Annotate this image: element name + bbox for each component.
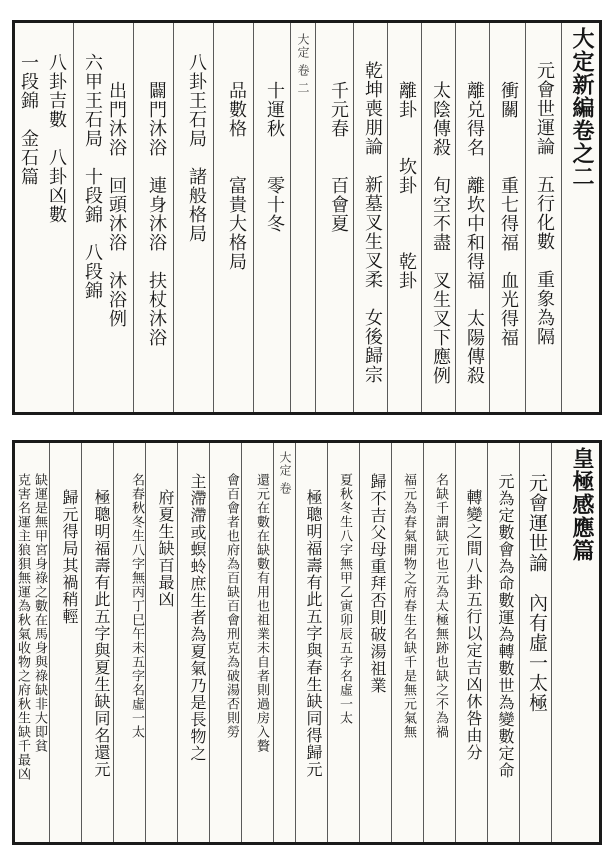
text-column: 還元在數在缺數有用也祖業未自者則過房入贅 — [254, 473, 269, 753]
column-rule — [81, 443, 82, 842]
contents-column: 千元春 百會夏 — [328, 81, 349, 233]
column-rule — [290, 23, 291, 412]
contents-column: 八卦吉數 八卦凶數 — [46, 53, 67, 224]
gutter-label: 大定 卷 — [278, 451, 292, 495]
text-column: 夏秋冬生八字無甲乙寅卯辰五字名虛一太 — [337, 473, 352, 725]
column-rule — [253, 23, 254, 412]
bottom-page — [12, 440, 602, 845]
column-rule — [359, 443, 360, 842]
contents-column: 太陰傳殺 旬空不盡 叉生叉下應例 — [430, 81, 451, 385]
text-column: 極聰明福壽有此五字與夏生缺同名還元 — [92, 489, 111, 778]
contents-column: 品數格 富貴大格局 — [226, 81, 247, 271]
text-column: 主滯滯或螟蛉庶生者為夏氣乃是長物之 — [188, 473, 207, 762]
column-rule — [525, 23, 526, 412]
contents-column: 一段錦 金石篇 — [18, 53, 39, 186]
volume-title: 大定新編卷之二 — [569, 27, 595, 188]
column-rule — [145, 443, 146, 842]
column-rule — [387, 23, 388, 412]
column-rule — [273, 443, 274, 842]
contents-column: 離兑得名 離坎中和得福 太陽傳殺 — [464, 81, 485, 385]
contents-column: 衝關 重七得福 血光得福 — [498, 81, 519, 347]
text-column: 克害名運主狼狽無運為秋氣收物之府秋生缺千最凶 — [15, 473, 30, 781]
text-column: 歸不吉父母重拜否則破湯祖業 — [368, 473, 387, 694]
text-column: 缺運是無甲宮身祿之數在馬身與祿缺非大即貧 — [32, 473, 47, 753]
column-rule — [561, 23, 562, 412]
column-rule — [49, 443, 50, 842]
column-rule — [327, 443, 328, 842]
contents-column: 乾坤喪朋論 新墓叉生叉柔 女後歸宗 — [362, 61, 383, 384]
text-column: 名缺千謂缺元也元為太極無跡也缺之不為禍 — [433, 473, 448, 739]
text-column: 福元為春氣開物之府春生名缺千是無元氣無 — [401, 473, 416, 739]
text-column: 極聰明福壽有此五字與春生缺同得歸元 — [304, 489, 323, 778]
text-column: 府夏生缺百最凶 — [156, 489, 175, 608]
column-rule — [133, 23, 134, 412]
gutter-label: 大定 卷 二 — [296, 33, 310, 95]
section-heading: 元會運世論 內有虛一太極 — [526, 473, 548, 713]
column-rule — [487, 443, 488, 842]
contents-column: 十運秋 零十冬 — [264, 81, 285, 233]
column-rule — [551, 443, 552, 842]
column-rule — [519, 443, 520, 842]
column-rule — [455, 443, 456, 842]
gutter-rule — [295, 443, 296, 842]
text-column: 會百會者也府為百缺百會刑克為破湯否則勞 — [224, 473, 239, 739]
text-column: 歸元得局其禍稍輕 — [60, 489, 79, 625]
text-column: 名春秋冬生八字無丙丁巳午未五字名虛一太 — [129, 473, 144, 739]
column-rule — [353, 23, 354, 412]
column-rule — [213, 23, 214, 412]
top-page — [12, 20, 602, 415]
column-rule — [113, 443, 114, 842]
text-column: 元為定數會為命數運為轉數世為變數定命 — [496, 473, 515, 779]
contents-column: 元會世運論 五行化數 重象為隔 — [534, 61, 555, 346]
contents-column: 闢門沐浴 連身沐浴 扶杖沐浴 — [146, 81, 167, 347]
gutter-rule — [315, 23, 316, 412]
column-rule — [177, 443, 178, 842]
column-rule — [455, 23, 456, 412]
column-rule — [423, 443, 424, 842]
column-rule — [421, 23, 422, 412]
column-rule — [489, 23, 490, 412]
section-title: 皇極感應篇 — [569, 447, 595, 562]
column-rule — [209, 443, 210, 842]
contents-column: 六甲王石局 十段錦 八段錦 — [82, 53, 103, 300]
text-column: 轉變之間八卦五行以定吉凶休咎由分 — [464, 489, 483, 761]
column-rule — [173, 23, 174, 412]
contents-column: 出門沐浴 回頭沐浴 沐浴例 — [106, 81, 127, 328]
column-rule — [73, 23, 74, 412]
contents-column: 八卦王石局 諸般格局 — [186, 53, 207, 243]
column-rule — [391, 443, 392, 842]
column-rule — [241, 443, 242, 842]
contents-column: 離卦 坎卦 乾卦 — [396, 81, 417, 290]
